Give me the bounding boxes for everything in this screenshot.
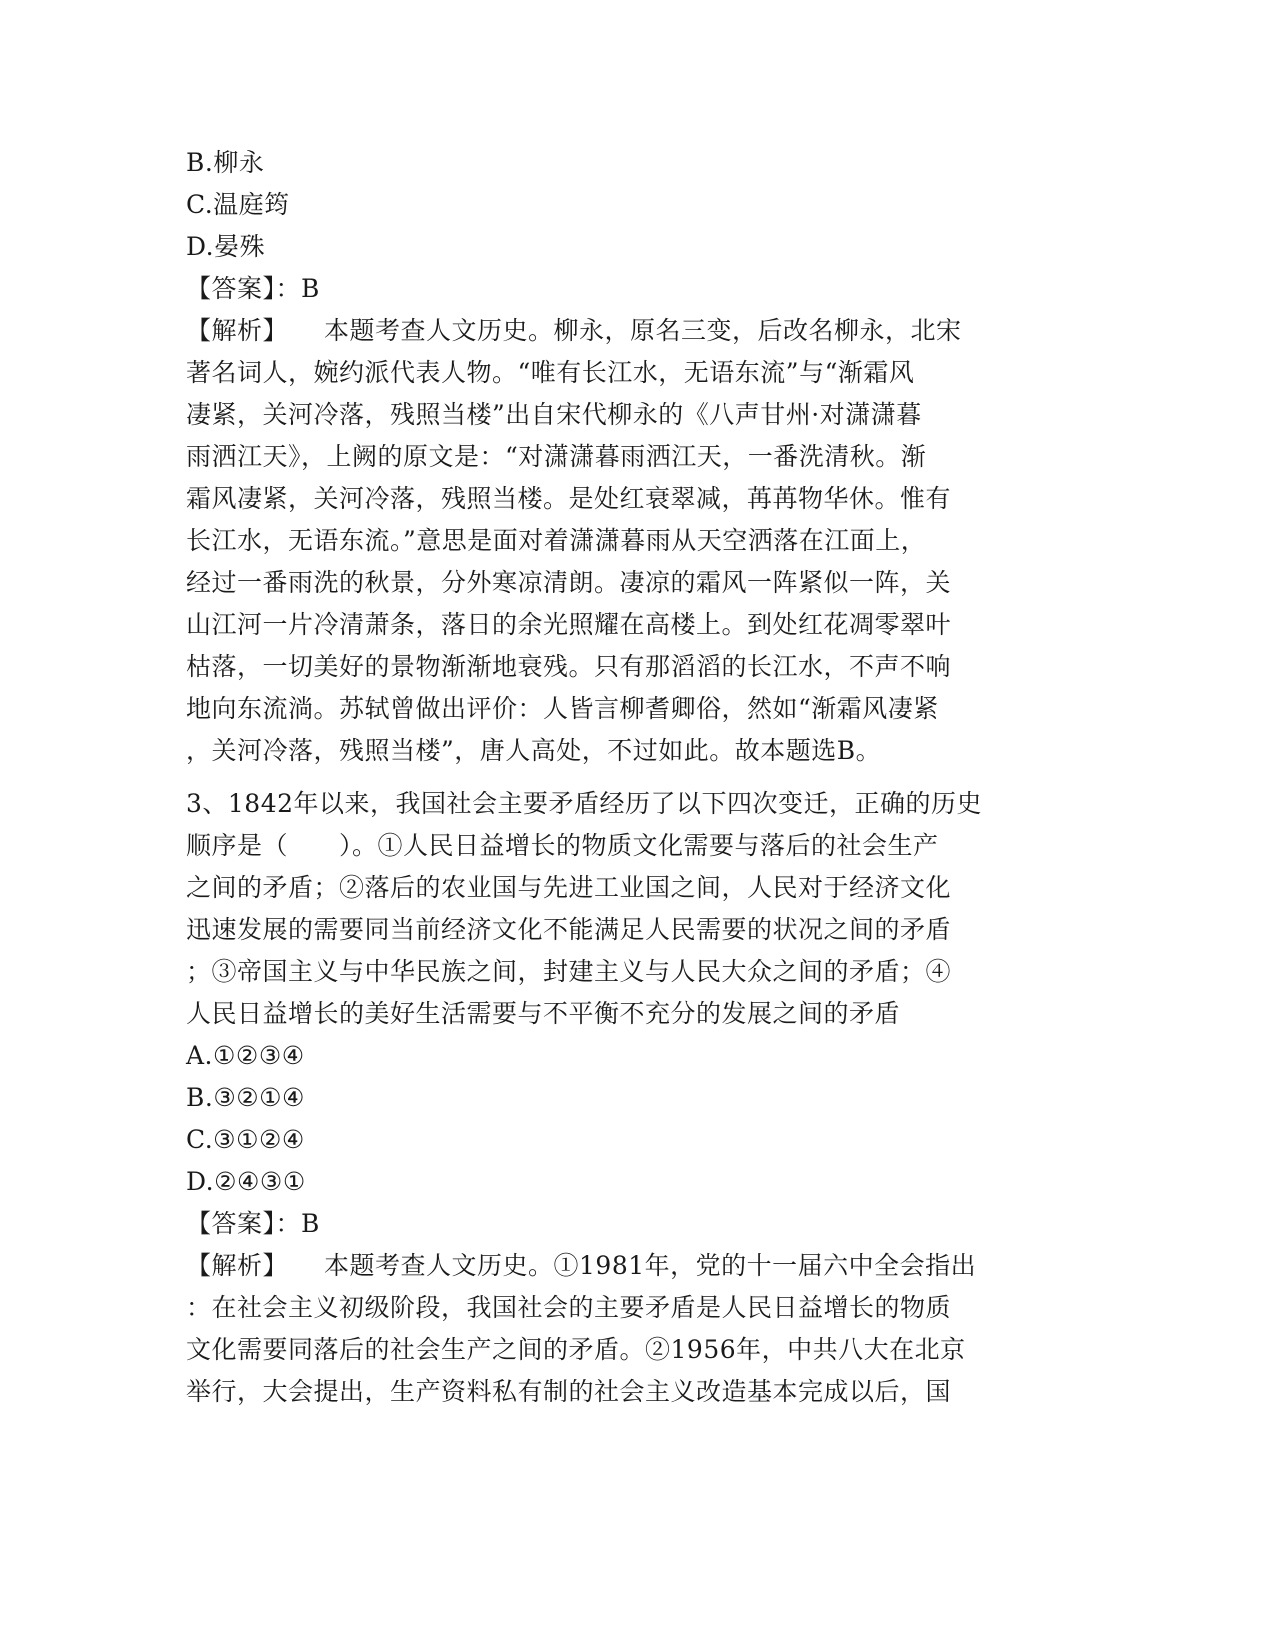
answer: 【答案】：B <box>186 1209 320 1238</box>
option-a: A.①②③④ <box>186 1041 305 1070</box>
analysis-line: 霜风凄紧，关河冷落，残照当楼。是处红衰翠减，苒苒物华休。惟有 <box>186 484 952 513</box>
analysis-line: 雨洒江天》，上阙的原文是：“对潇潇暮雨洒江天，一番洗清秋。渐 <box>186 442 927 471</box>
option-d: D.②④③① <box>186 1167 306 1196</box>
analysis-line: 经过一番雨洗的秋景，分外寒凉清朗。凄凉的霜风一阵紧似一阵，关 <box>186 568 952 597</box>
analysis-label: 【解析】 <box>186 1251 289 1280</box>
question-line: 之间的矛盾；②落后的农业国与先进工业国之间，人民对于经济文化 <box>186 873 952 902</box>
question-line: ；③帝国主义与中华民族之间，封建主义与人民大众之间的矛盾；④ <box>186 957 952 986</box>
question-line: 人民日益增长的美好生活需要与不平衡不充分的发展之间的矛盾 <box>186 999 901 1028</box>
analysis-line: 山江河一片冷清萧条，落日的余光照耀在高楼上。到处红花凋零翠叶 <box>186 610 952 639</box>
question-line: 3、1842年以来，我国社会主要矛盾经历了以下四次变迁，正确的历史 <box>186 789 983 818</box>
option-b: B.柳永 <box>186 148 265 177</box>
answer: 【答案】：B <box>186 274 320 303</box>
question-line: 迅速发展的需要同当前经济文化不能满足人民需要的状况之间的矛盾 <box>186 915 952 944</box>
question-line: 顺序是（ ）。①人民日益增长的物质文化需要与落后的社会生产 <box>186 831 939 860</box>
option-c: C.温庭筠 <box>186 190 290 219</box>
analysis-line: ：在社会主义初级阶段，我国社会的主要矛盾是人民日益增长的物质 <box>186 1293 952 1322</box>
analysis-line: 文化需要同落后的社会生产之间的矛盾。②1956年，中共八大在北京 <box>186 1335 966 1364</box>
analysis-label: 【解析】 <box>186 316 289 345</box>
analysis-line <box>186 1251 976 1281</box>
analysis-text: 本题考查人文历史。柳永，原名三变，后改名柳永，北宋 <box>324 316 962 345</box>
analysis-line: 枯落，一切美好的景物渐渐地衰残。只有那滔滔的长江水，不声不响 <box>186 652 952 681</box>
analysis-line: 凄紧，关河冷落，残照当楼”出自宋代柳永的《八声甘州·对潇潇暮 <box>186 400 922 429</box>
analysis-line: 著名词人，婉约派代表人物。“唯有长江水，无语东流”与“渐霜风 <box>186 358 915 387</box>
option-c: C.③①②④ <box>186 1125 305 1154</box>
option-d: D.晏殊 <box>186 232 266 261</box>
analysis-text: 本题考查人文历史。①1981年，党的十一届六中全会指出 <box>324 1251 977 1280</box>
analysis-line: 地向东流淌。苏轼曾做出评价：人皆言柳耆卿俗，然如“渐霜风凄紧 <box>186 694 939 723</box>
analysis-line: 举行，大会提出，生产资料私有制的社会主义改造基本完成以后，国 <box>186 1377 952 1406</box>
analysis-line: ，关河冷落，残照当楼”，唐人高处，不过如此。故本题选B。 <box>186 736 882 765</box>
analysis-line <box>186 316 962 346</box>
option-b: B.③②①④ <box>186 1083 305 1112</box>
analysis-line: 长江水，无语东流。”意思是面对着潇潇暮雨从天空洒落在江面上， <box>186 526 927 555</box>
